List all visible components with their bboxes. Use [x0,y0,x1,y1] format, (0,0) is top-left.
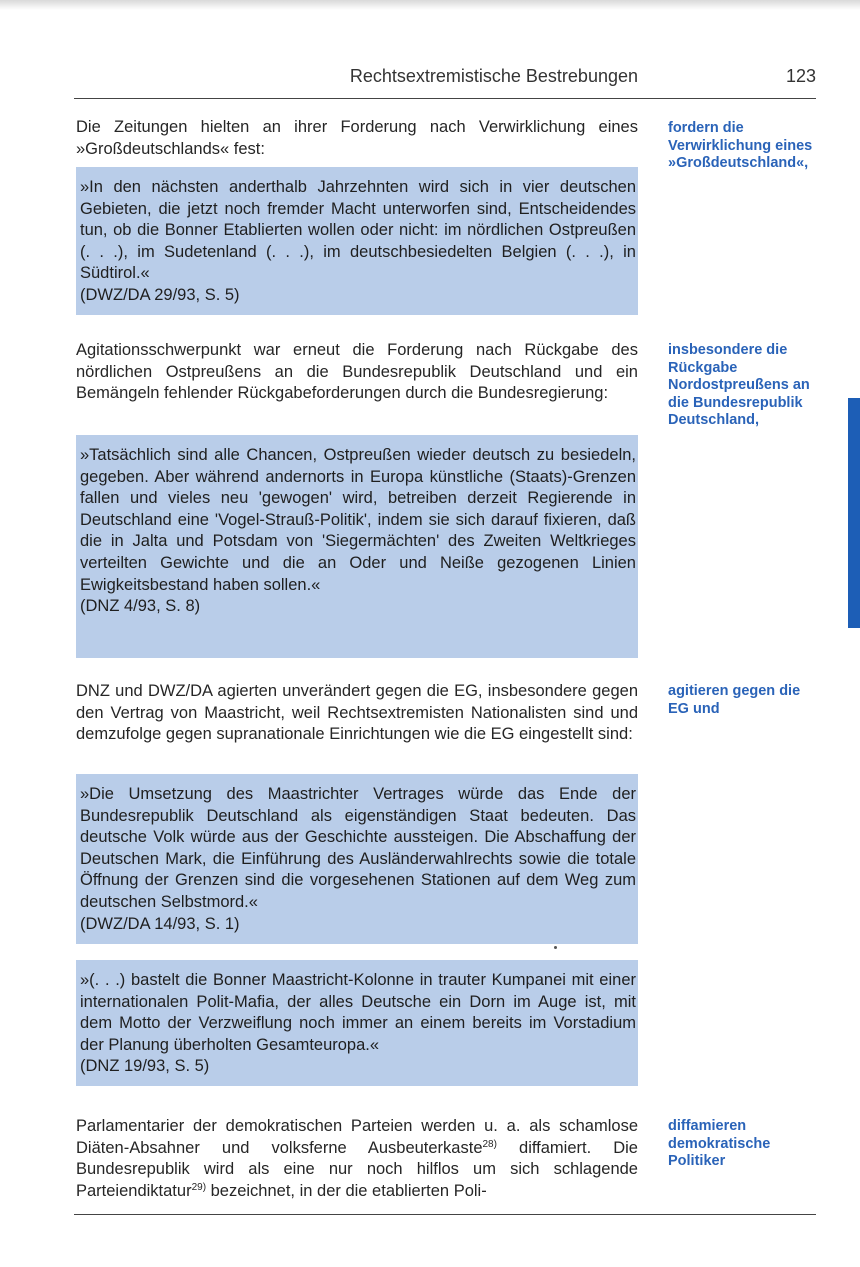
margin-note-4: diffamieren demokratische Politiker [668,1118,771,1169]
quote-block-2 [76,435,638,658]
header-title: Rechtsextremistische Bestrebungen [349,66,638,86]
footnote-ref-28[interactable]: 28) [482,1138,497,1150]
quote-2-source: (DNZ 4/93, S. 8) [80,597,201,616]
footer-rule [74,1214,816,1215]
footnote-ref-29[interactable]: 29) [191,1181,207,1193]
quote-1-source: (DWZ/DA 29/93, S. 5) [80,285,240,304]
paragraph-3: DNZ und DWZ/DA agierten unverändert gegen die EG, insbesondere gegen den Vertrag von Maastricht, weil Rechtsextremisten Nationalisten sind und demzufolge gegen supranationale Einrichtungen wie die EG eingestellt sind: [76,682,638,744]
paragraph-4-part-1: Parlamentarier der demokratischen Parteien werden u. a. als schamlose Diäten-Absahner und volksferne Ausbeuterkaste [76,1117,638,1157]
paragraph-4 [76,1116,638,1202]
quote-block-1 [76,167,638,315]
margin-note-3: agitieren gegen die EG und [668,683,801,717]
scan-top-shadow [0,0,860,10]
quote-2-text: »Tatsächlich sind alle Chancen, Ostpreußen wieder deutsch zu besiedeln, gegeben. Aber während andernorts in Europa künstliche (Staats)-Grenzen fallen und vieles neu 'gewogen' wird, betreiben derzeit Regierende in Deutschland eine 'Vogel-Strauß-Politik', indem sie sich darauf fixieren, daß die in Jalta und Potsdam von 'Siegermächten' des Zweiten Weltkrieges verteilten Gewichte und die an Oder und Neiße gezogenen Linien Ewigkeitsbestand haben sollen.« [80,446,636,594]
margin-note-2: insbesondere die Rückgabe Nordostpreußens an die Bundesrepublik Deutschland, [668,342,810,428]
paragraph-4-part-2: diffamiert. Die Bundesrepublik wird als eine nur noch hilflos um sich schlagende Parteiendiktatur [76,1138,638,1200]
quote-3-text: »Die Umsetzung des Maastrichter Vertrages würde das Ende der Bundesrepublik Deutschland als eigenständigen Staat bedeuten. Das deutsche Volk würde aus der Geschichte aussteigen. Die Abschaffung der Deutschen Mark, die Einführung des Ausländerwahlrechts sowie die totale Öffnung der Grenzen sind die vorgesehenen Stationen auf dem Weg zum deutschen Selbstmord.« [80,785,636,911]
paragraph-1: Die Zeitungen hielten an ihrer Forderung nach Verwirklichung eines »Großdeutschlands« fest: [76,118,638,158]
paragraph-2: Agitationsschwerpunkt war erneut die Forderung nach Rückgabe des nördlichen Ostpreußens an die Bundesrepublik Deutschland und ein Bemängeln fehlender Rückgabeforderungen durch die Bundesregierung: [76,341,638,403]
running-header [74,66,816,96]
page-number: 123 [785,66,816,86]
quote-4-text: »(. . .) bastelt die Bonner Maastricht-Kolonne in trauter Kumpanei mit einer internationalen Polit-Mafia, der alles Deutsche ein Dorn im Auge ist, mit dem Motto der Verzweiflung noch immer an einem bereits im Vorstadium der Planung überholten Gesamteuropa.« [80,971,636,1054]
quote-block-4 [76,960,638,1086]
scan-speck [554,946,557,949]
quote-1-text: »In den nächsten anderthalb Jahrzehnten wird sich in vier deutschen Gebieten, die jetzt noch fremder Macht unterworfen sind, Entscheidendes tun, ob die Bonner Etablierten wollen oder nicht: im nördlichen Ostpreußen (. . .), im Sudetenland (. . .), im deutschbesiedelten Belgien (. . .), in Südtirol.« [80,178,636,283]
quote-block-3 [76,774,638,944]
chapter-thumb-tab [848,398,860,628]
header-rule [74,98,816,99]
paragraph-4-part-3: bezeichnet, in der die etablierten Poli- [206,1181,487,1200]
quote-4-source: (DNZ 19/93, S. 5) [80,1057,210,1076]
quote-3-source: (DWZ/DA 14/93, S. 1) [80,914,240,933]
margin-note-1: fordern die Verwirklichung eines »Großdeutschland«, [668,120,813,171]
